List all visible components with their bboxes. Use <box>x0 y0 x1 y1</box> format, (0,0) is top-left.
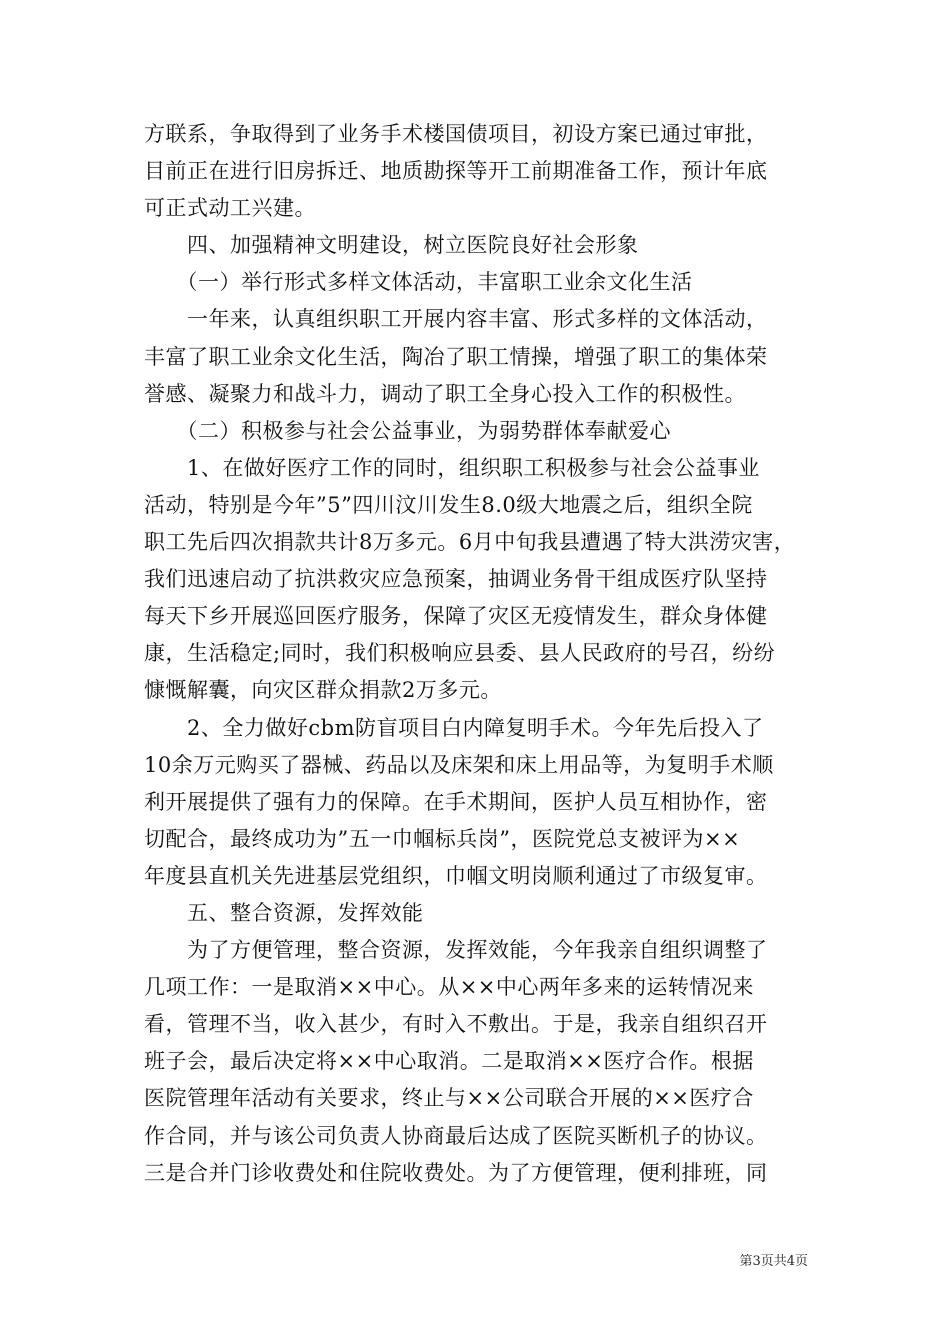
text-line: 活动，特别是今年”5”四川汶川发生8.0级大地震之后，组织全院 <box>144 492 753 517</box>
text-line: 可正式动工兴建。 <box>144 196 316 221</box>
text-line: 三是合并门诊收费处和住院收费处。为了方便管理，便利排班，同 <box>144 1160 768 1185</box>
text-line: 为了方便管理，整合资源，发挥效能，今年我亲自组织调整了 <box>144 938 768 963</box>
text-line: 2、全力做好cbm防盲项目白内障复明手术。今年先后投入了 <box>144 715 764 740</box>
text-line: 几项工作：一是取消××中心。从××中心两年多来的运转情况来 <box>144 975 754 1000</box>
body-text <box>144 116 826 1192</box>
subsection-heading: （一）举行形式多样文体活动，丰富职工业余文化生活 <box>144 270 693 295</box>
subsection-heading: （二）积极参与社会公益事业，为弱势群体奉献爱心 <box>144 418 671 443</box>
text-line: 利开展提供了强有力的保障。在手术期间，医护人员互相协作，密 <box>144 789 768 814</box>
text-line: 目前正在进行旧房拆迁、地质勘探等开工前期准备工作，预计年底 <box>144 159 768 184</box>
text-line: 丰富了职工业余文化生活，陶冶了职工情操，增强了职工的集体荣 <box>144 344 768 369</box>
text-line: 10余万元购买了器械、药品以及床架和床上用品等，为复明手术顺 <box>144 752 774 777</box>
text-line: 1、在做好医疗工作的同时，组织职工积极参与社会公益事业 <box>144 455 760 480</box>
text-line: 一年来，认真组织职工开展内容丰富、形式多样的文体活动， <box>144 307 768 332</box>
text-line: 切配合，最终成功为”五一巾帼标兵岗”，医院党总支被评为×× <box>144 826 741 851</box>
text-line: 慷慨解囊，向灾区群众捐款2万多元。 <box>144 678 502 703</box>
page-number-footer: 第3页共4页 <box>739 1254 808 1269</box>
text-line: 每天下乡开展巡回医疗服务，保障了灾区无疫情发生，群众身体健 <box>144 604 768 629</box>
text-line: 职工先后四次捐款共计8万多元。6月中旬我县遭遇了特大洪涝灾害， <box>144 530 796 555</box>
text-line: 方联系，争取得到了业务手术楼国债项目，初设方案已通过审批， <box>144 122 768 146</box>
text-line: 誉感、凝聚力和战斗力，调动了职工全身心投入工作的积极性。 <box>144 381 746 406</box>
text-line: 班子会，最后决定将××中心取消。二是取消××医疗合作。根据 <box>144 1049 754 1074</box>
text-line: 医院管理年活动有关要求，终止与××公司联合开展的××医疗合 <box>144 1086 754 1111</box>
text-line: 康，生活稳定;同时，我们积极响应县委、县人民政府的号召，纷纷 <box>144 641 776 666</box>
text-line: 看，管理不当，收入甚少，有时入不敷出。于是，我亲自组织召开 <box>144 1012 768 1037</box>
text-line: 作合同，并与该公司负责人协商最后达成了医院买断机子的协议。 <box>144 1123 768 1148</box>
text-line: 我们迅速启动了抗洪救灾应急预案，抽调业务骨干组成医疗队坚持 <box>144 567 768 592</box>
text-line: 年度县直机关先进基层党组织，巾帼文明岗顺利通过了市级复审。 <box>144 863 768 888</box>
section-heading: 五、整合资源，发挥效能 <box>144 900 424 925</box>
section-heading: 四、加强精神文明建设，树立医院良好社会形象 <box>144 233 639 258</box>
